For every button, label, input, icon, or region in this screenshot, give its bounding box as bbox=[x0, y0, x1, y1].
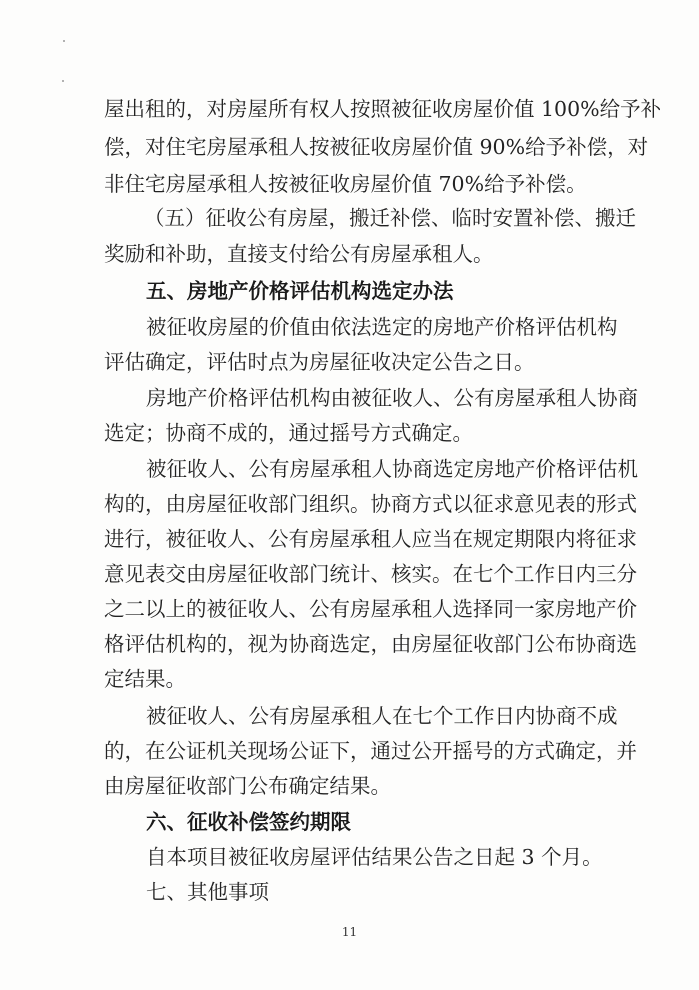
text-line: 进行，被征收人、公有房屋承租人应当在规定期限内将征求 bbox=[104, 527, 637, 551]
text-line: 屋出租的，对房屋所有权人按照被征收房屋价值 100%给予补 bbox=[104, 97, 662, 121]
text-line: 自本项目被征收房屋评估结果公告之日起 3 个月。 bbox=[146, 845, 603, 869]
text-line: 非住宅房屋承租人按被征收房屋价值 70%给予补偿。 bbox=[104, 172, 587, 196]
text-line: 评估确定，评估时点为房屋征收决定公告之日。 bbox=[104, 350, 535, 374]
text-line: 偿，对住宅房屋承租人按被征收房屋价值 90%给予补偿，对 bbox=[104, 135, 649, 159]
text-line: 选定；协商不成的，通过摇号方式确定。 bbox=[104, 421, 473, 445]
text-line: 意见表交由房屋征收部门统计、核实。在七个工作日内三分 bbox=[104, 562, 637, 586]
text-line: （五）征收公有房屋，搬迁补偿、临时安置补偿、搬迁 bbox=[144, 206, 636, 230]
text-line: 房地产价格评估机构由被征收人、公有房屋承租人协商 bbox=[146, 386, 638, 410]
text-line: 定结果。 bbox=[104, 667, 186, 691]
page-number: 11 bbox=[341, 925, 358, 939]
text-line: 被征收人、公有房屋承租人协商选定房地产价格评估机 bbox=[146, 457, 638, 481]
text-line: 格评估机构的，视为协商选定，由房屋征收部门公布协商选 bbox=[104, 632, 637, 656]
text-line: 奖励和补助，直接支付给公有房屋承租人。 bbox=[104, 242, 494, 266]
text-line: 构的，由房屋征收部门组织。协商方式以征求意见表的形式 bbox=[104, 492, 637, 516]
text-line: 由房屋征收部门公布确定结果。 bbox=[104, 774, 391, 798]
section-heading-six: 六、征收补偿签约期限 bbox=[146, 810, 351, 834]
text-line: 的，在公证机关现场公证下，通过公开摇号的方式确定，并 bbox=[104, 739, 637, 763]
scan-speck bbox=[63, 40, 65, 42]
text-line: 被征收人、公有房屋承租人在七个工作日内协商不成 bbox=[146, 704, 618, 728]
scan-speck bbox=[62, 80, 64, 82]
text-line: 之二以上的被征收人、公有房屋承租人选择同一家房地产价 bbox=[104, 597, 637, 621]
section-heading-five: 五、房地产价格评估机构选定办法 bbox=[146, 279, 454, 303]
section-heading-seven: 七、其他事项 bbox=[146, 880, 269, 904]
text-line: 被征收房屋的价值由依法选定的房地产价格评估机构 bbox=[146, 315, 618, 339]
